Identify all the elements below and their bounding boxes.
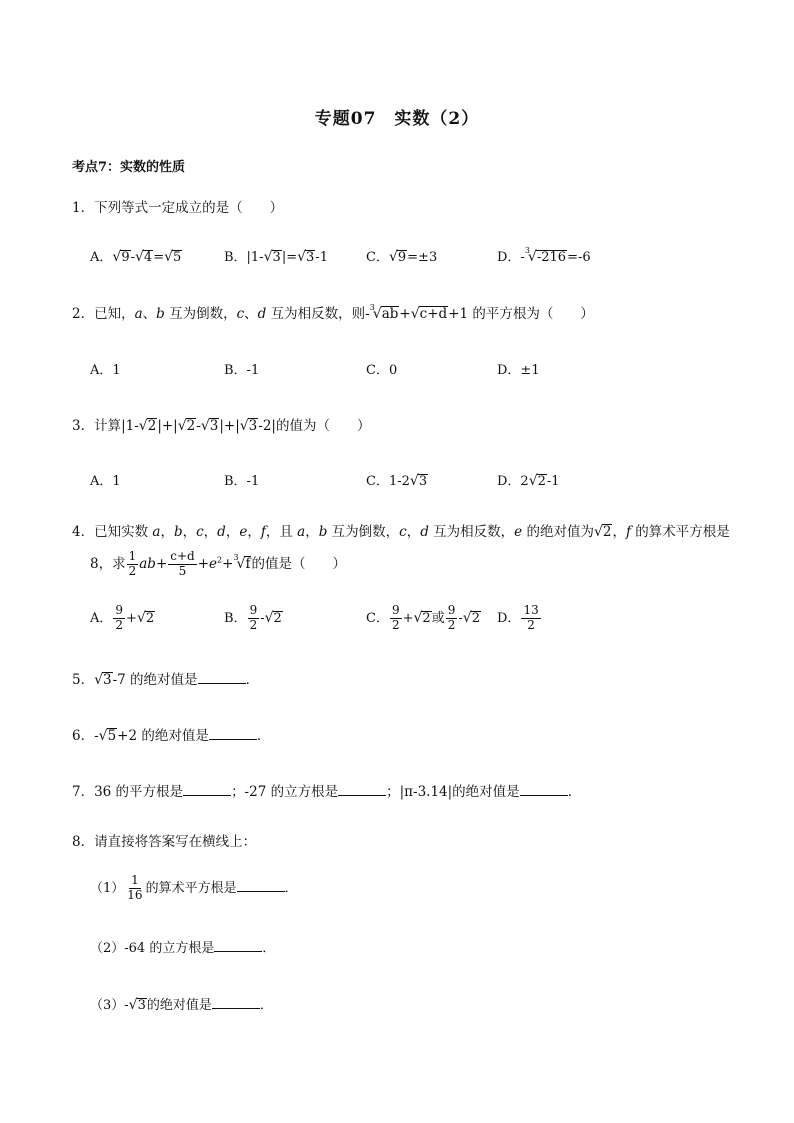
section-heading: 考点7：实数的性质 <box>72 160 186 175</box>
question-8-stem: 8．请直接将答案写在横线上： <box>72 834 257 850</box>
answer-blank[interactable] <box>214 941 262 952</box>
q1-option-a: A．√9-√4=√5 <box>90 249 182 265</box>
q2-option-b: B．-1 <box>224 363 260 378</box>
question-2-stem: 2．已知，a、b 互为倒数，c、d 互为相反数，则-$^3$√ab+√c+d+1 的平方根为（ ） <box>72 303 594 322</box>
answer-blank[interactable] <box>212 998 260 1009</box>
q1-option-b: B．|1-√3|=√3-1 <box>224 249 328 265</box>
question-4-stem-line1: 4．已知实数 a，b，c，d，e，f，且 a，b 互为倒数，c，d 互为相反数，e 的绝对值为√2，f 的算术平方根是 <box>72 524 730 540</box>
q4-option-b: B． $\frac{9}{2}$ -√2 <box>224 603 282 632</box>
q2-option-a: A．1 <box>90 363 121 378</box>
q1-option-d: D．-$^3$√-216=-6 <box>497 246 591 265</box>
question-8-part-1: （1） $\frac{1}{16}$ 的算术平方根是 ． <box>90 873 298 902</box>
q4-option-c: C． $\frac{9}{2}$ +√2或 $\frac{9}{2}$ -√2 <box>366 603 480 632</box>
q3-option-d: D．2√2-1 <box>497 473 560 489</box>
q3-option-b: B．-1 <box>224 474 260 489</box>
q3-option-c: C．1-2√3 <box>366 473 428 489</box>
q1-option-c: C．√9=±3 <box>366 249 438 265</box>
q2-option-d: D．±1 <box>497 363 540 378</box>
q4-option-a: A． $\frac{9}{2}$ +√2 <box>90 603 155 632</box>
question-8-part-2: （2）-64 的立方根是 ． <box>90 941 276 956</box>
answer-blank[interactable] <box>338 785 386 796</box>
answer-blank[interactable] <box>237 881 285 892</box>
answer-blank[interactable] <box>520 785 568 796</box>
q2-option-c: C．0 <box>366 363 398 378</box>
question-3-stem: 3．计算|1-√2|+|√2-√3|+|√3-2|的值为（ ） <box>72 418 371 434</box>
question-1-stem: 1．下列等式一定成立的是（ ） <box>72 200 284 216</box>
question-7: 7．36 的平方根是 ；-27 的立方根是 ；|π-3.14|的绝对值是 ． <box>72 784 582 800</box>
question-4-stem-line2: 8，求 $\frac{1}{2}$ ab+ $\frac{c+d}{5}$ $+e^2+^3√f$的值是（ ） <box>90 549 346 578</box>
page-title: 专题07 实数（2） <box>314 109 480 129</box>
answer-blank[interactable] <box>209 729 257 740</box>
answer-blank[interactable] <box>198 673 246 684</box>
q4-option-d: D． $\frac{13}{2}$ <box>497 603 539 632</box>
q3-option-a: A．1 <box>90 474 121 489</box>
question-5: 5．√3-7 的绝对值是 ． <box>72 672 260 688</box>
question-8-part-3: （3）-√3的绝对值是 ． <box>90 997 273 1013</box>
answer-blank[interactable] <box>183 785 231 796</box>
question-6: 6．-√5+2 的绝对值是 ． <box>72 728 271 744</box>
